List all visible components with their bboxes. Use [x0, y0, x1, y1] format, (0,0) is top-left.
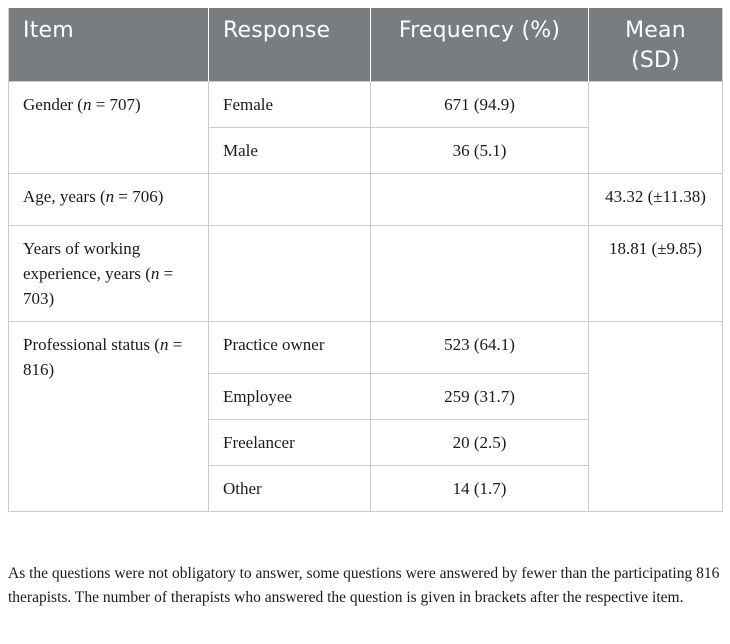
item-cell-gender: Gender (n = 707)	[9, 82, 209, 174]
response-cell: Other	[209, 466, 371, 512]
frequency-cell: 36 (5.1)	[371, 128, 589, 174]
mean-cell: 18.81 (±9.85)	[589, 226, 723, 322]
response-cell: Freelancer	[209, 420, 371, 466]
frequency-cell	[371, 174, 589, 226]
response-cell: Practice owner	[209, 322, 371, 374]
table-row-status	[9, 322, 723, 374]
demographics-table	[8, 8, 723, 512]
demographics-table-container	[8, 8, 722, 512]
frequency-cell: 523 (64.1)	[371, 322, 589, 374]
frequency-cell: 671 (94.9)	[371, 82, 589, 128]
response-cell	[209, 226, 371, 322]
header-mean-sd: Mean (SD)	[589, 8, 723, 82]
item-cell-experience: Years of working experience, years (n = 703)	[9, 226, 209, 322]
table-row-experience	[9, 226, 723, 322]
frequency-cell: 20 (2.5)	[371, 420, 589, 466]
header-frequency: Frequency (%)	[371, 8, 589, 82]
response-cell: Employee	[209, 374, 371, 420]
table-row-age	[9, 174, 723, 226]
response-cell: Male	[209, 128, 371, 174]
table-row-gender	[9, 82, 723, 128]
mean-cell	[589, 322, 723, 512]
item-cell-age: Age, years (n = 706)	[9, 174, 209, 226]
table-footnote: As the questions were not obligatory to answer, some questions were answered by fewer than the participating 816 therapists. The number of therapists who answered the question is given in brackets after the respective item.	[8, 565, 720, 606]
frequency-cell	[371, 226, 589, 322]
mean-cell: 43.32 (±11.38)	[589, 174, 723, 226]
response-cell: Female	[209, 82, 371, 128]
mean-cell	[589, 82, 723, 174]
frequency-cell: 14 (1.7)	[371, 466, 589, 512]
header-response: Response	[209, 8, 371, 82]
header-item: Item	[9, 8, 209, 82]
item-cell-status: Professional status (n = 816)	[9, 322, 209, 512]
table-header-row	[9, 8, 723, 82]
frequency-cell: 259 (31.7)	[371, 374, 589, 420]
response-cell	[209, 174, 371, 226]
